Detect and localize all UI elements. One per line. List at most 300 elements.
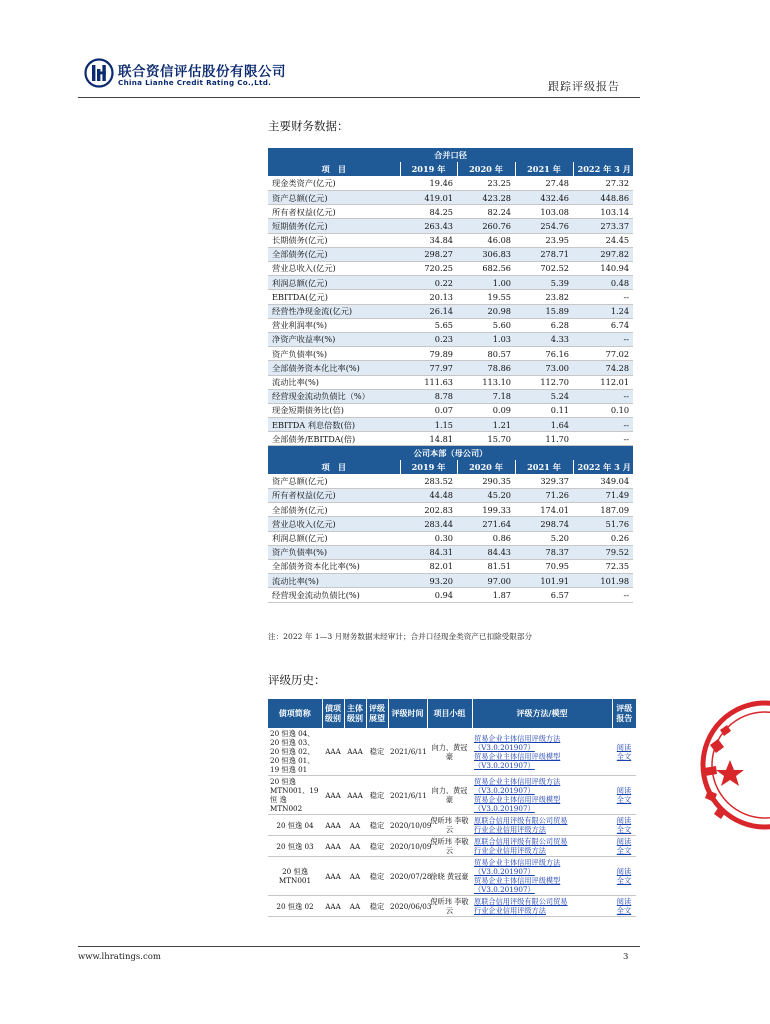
date-cell: 2020/07/28 — [388, 857, 427, 896]
row-value: 79.52 — [573, 545, 633, 559]
row-value: -- — [573, 332, 633, 346]
team-cell: 徐晓 黄冠豪 — [427, 857, 472, 896]
header-divider — [78, 97, 640, 98]
bond-rating-cell: AAA — [322, 815, 344, 836]
row-item-label: 营业总收入(亿元) — [268, 517, 400, 531]
read-full-report-link[interactable]: 阅读全文 — [616, 897, 632, 915]
column-header: 评级时间 — [388, 699, 427, 728]
row-item-label: 全部债务/EBITDA(倍) — [268, 432, 400, 446]
rating-method-link[interactable]: 贸易企业主体信用评级模型 — [474, 876, 561, 885]
row-value: 0.23 — [400, 332, 457, 346]
row-item-label: 资产负债率(%) — [268, 347, 400, 361]
row-value: 4.33 — [515, 332, 573, 346]
row-value: 23.25 — [457, 176, 515, 190]
team-cell: 倪昕玮 李敬云 — [427, 896, 472, 917]
row-value: 297.82 — [573, 247, 633, 261]
row-item-label: 利润总额(亿元) — [268, 531, 400, 545]
row-item-label: 流动比率(%) — [268, 574, 400, 588]
rating-method-link[interactable]: （V3.0.201907） — [474, 867, 535, 876]
row-value: 0.30 — [400, 531, 457, 545]
row-value: 1.03 — [457, 332, 515, 346]
table-row — [268, 489, 633, 503]
rating-method-link[interactable]: （V3.0.201907） — [474, 742, 535, 752]
table-row — [268, 531, 633, 545]
row-value: 84.31 — [400, 545, 457, 559]
row-item-label: 营业利润率(%) — [268, 318, 400, 332]
rating-method-link[interactable]: 贸易企业主体信用评级方法 — [474, 777, 561, 786]
row-value: 23.82 — [515, 290, 573, 304]
row-value: 11.70 — [515, 432, 573, 446]
row-value: -- — [573, 389, 633, 403]
table-group-label: 公司本部（母公司） — [268, 446, 633, 460]
row-value: 298.74 — [515, 517, 573, 531]
row-value: 5.60 — [457, 318, 515, 332]
bond-name-line: 20 恒逸 — [270, 777, 296, 786]
table-row — [268, 304, 633, 318]
row-value: 0.09 — [457, 403, 515, 417]
row-item-label: 资产负债率(%) — [268, 545, 400, 559]
row-value: 306.83 — [457, 247, 515, 261]
bond-rating-cell: AAA — [322, 836, 344, 857]
issuer-rating-cell: AA — [344, 896, 366, 917]
row-item-label: 全部债务(亿元) — [268, 503, 400, 517]
report-cell — [612, 857, 636, 896]
row-value: 199.33 — [457, 503, 515, 517]
row-value: 702.52 — [515, 262, 573, 276]
column-header: 主体级别 — [344, 699, 366, 728]
issuer-rating-cell: AA — [344, 857, 366, 896]
table-row — [268, 517, 633, 531]
footer-divider — [78, 946, 640, 947]
column-header: 项目小组 — [427, 699, 472, 728]
row-item-label: 长期债务(亿元) — [268, 233, 400, 247]
row-item-label: 经营现金流动负债比(%) — [268, 588, 400, 602]
history-header-row — [268, 699, 636, 728]
table-row — [268, 588, 633, 602]
row-value: 0.48 — [573, 276, 633, 290]
row-value: 0.86 — [457, 531, 515, 545]
column-header: 2019 年 — [400, 460, 457, 474]
row-value: 103.08 — [515, 205, 573, 219]
row-value: 0.10 — [573, 403, 633, 417]
financial-note: 注：2022 年 1—3 月财务数据未经审计；合并口径现金类资产已扣除受限部分 — [268, 632, 533, 641]
row-item-label: 现金类资产(亿元) — [268, 176, 400, 190]
row-value: 76.16 — [515, 347, 573, 361]
rating-method-link[interactable]: 贸易企业主体信用评级方法 — [474, 733, 561, 743]
row-value: 423.28 — [457, 191, 515, 205]
row-item-label: 短期债务(亿元) — [268, 219, 400, 233]
row-value: 14.81 — [400, 432, 457, 446]
row-value: -- — [573, 588, 633, 602]
page-header — [84, 56, 640, 96]
issuer-rating-cell: AA — [344, 815, 366, 836]
team-cell: 向力、黄冠豪 — [427, 776, 472, 815]
rating-method-cell — [472, 728, 612, 776]
row-value: 5.65 — [400, 318, 457, 332]
row-value: 202.83 — [400, 503, 457, 517]
table-row — [268, 559, 633, 573]
row-value: 70.95 — [515, 559, 573, 573]
table-row — [268, 276, 633, 290]
table-row — [268, 191, 633, 205]
date-cell: 2020/10/09 — [388, 815, 427, 836]
column-header: 债项级别 — [322, 699, 344, 728]
outlook-cell: 稳定 — [366, 815, 388, 836]
rating-method-link[interactable]: 原联合信用评级有限公司贸易 — [474, 837, 568, 846]
table-group-row — [268, 446, 633, 460]
column-header: 2021 年 — [515, 162, 573, 176]
row-value: 78.37 — [515, 545, 573, 559]
date-cell: 2020/06/03 — [388, 896, 427, 917]
row-value: 46.08 — [457, 233, 515, 247]
table-row — [268, 728, 636, 776]
bond-name-cell — [268, 728, 322, 776]
table-row — [268, 233, 633, 247]
row-value: 84.25 — [400, 205, 457, 219]
bond-name-line: MTN001、19 — [270, 786, 319, 795]
row-value: 0.07 — [400, 403, 457, 417]
page-number: 3 — [623, 952, 629, 962]
row-value: 27.48 — [515, 176, 573, 190]
table-row — [268, 403, 633, 417]
report-cell — [612, 776, 636, 815]
row-value: 20.98 — [457, 304, 515, 318]
row-item-label: EBITDA(亿元) — [268, 290, 400, 304]
row-value: 112.01 — [573, 375, 633, 389]
read-full-report-link[interactable]: 阅读全文 — [616, 816, 632, 834]
row-value: 419.01 — [400, 191, 457, 205]
row-item-label: 经营现金流动负债比（%） — [268, 389, 400, 403]
row-item-label: 全部债务(亿元) — [268, 247, 400, 261]
row-item-label: 资产总额(亿元) — [268, 474, 400, 488]
row-value: 432.46 — [515, 191, 573, 205]
report-cell — [612, 896, 636, 917]
column-header: 项 目 — [268, 162, 400, 176]
bond-name-line: 20 恒逸 04 — [276, 820, 314, 830]
table-row — [268, 318, 633, 332]
row-value: 1.21 — [457, 418, 515, 432]
rating-method-link[interactable]: 贸易企业主体信用评级方法 — [474, 858, 561, 867]
rating-method-cell — [472, 896, 612, 917]
rating-method-link[interactable]: （V3.0.201907） — [474, 760, 535, 770]
row-value: -- — [573, 290, 633, 304]
row-value: 26.14 — [400, 304, 457, 318]
column-header: 评级方法/模型 — [472, 699, 612, 728]
row-item-label: 营业总收入(亿元) — [268, 262, 400, 276]
row-value: 74.28 — [573, 361, 633, 375]
report-cell — [612, 815, 636, 836]
row-value: 174.01 — [515, 503, 573, 517]
column-header: 2019 年 — [400, 162, 457, 176]
issuer-rating-cell: AA — [344, 836, 366, 857]
table-row — [268, 574, 633, 588]
table-row — [268, 347, 633, 361]
rating-method-link[interactable]: （V3.0.201907） — [474, 885, 535, 894]
row-value: 23.95 — [515, 233, 573, 247]
bond-name-cell — [268, 815, 322, 836]
row-value: 7.18 — [457, 389, 515, 403]
column-header: 2021 年 — [515, 460, 573, 474]
row-value: 77.97 — [400, 361, 457, 375]
column-header: 2020 年 — [457, 162, 515, 176]
row-value: 1.00 — [457, 276, 515, 290]
bond-rating-cell: AAA — [322, 857, 344, 896]
row-value: 71.26 — [515, 489, 573, 503]
row-value: -- — [573, 418, 633, 432]
row-value: 6.28 — [515, 318, 573, 332]
table-row — [268, 896, 636, 917]
rating-method-link[interactable]: （V3.0.201907） — [474, 804, 535, 813]
issuer-rating-cell: AAA — [344, 728, 366, 776]
row-value: 1.64 — [515, 418, 573, 432]
row-value: 15.89 — [515, 304, 573, 318]
row-value: 720.25 — [400, 262, 457, 276]
table-group-row — [268, 148, 633, 162]
row-value: 101.98 — [573, 574, 633, 588]
rating-method-cell — [472, 776, 612, 815]
date-cell: 2020/10/09 — [388, 836, 427, 857]
row-value: 1.24 — [573, 304, 633, 318]
read-full-report-link[interactable]: 阅读全文 — [616, 786, 632, 804]
report-cell — [612, 836, 636, 857]
row-item-label: 所有者权益(亿元) — [268, 489, 400, 503]
row-value: 19.46 — [400, 176, 457, 190]
row-value: 45.20 — [457, 489, 515, 503]
row-value: 71.49 — [573, 489, 633, 503]
table-row — [268, 776, 636, 815]
bond-name-line: 20 恒逸 03、 — [270, 738, 315, 747]
row-value: 20.13 — [400, 290, 457, 304]
table-row — [268, 262, 633, 276]
row-value: 283.44 — [400, 517, 457, 531]
column-header: 债项简称 — [268, 699, 322, 728]
row-value: 273.37 — [573, 219, 633, 233]
bond-name-line: 20 恒逸 02、 — [270, 747, 315, 756]
column-header: 2022 年 3 月 — [573, 460, 633, 474]
row-value: 6.74 — [573, 318, 633, 332]
table-row — [268, 418, 633, 432]
row-item-label: 资产总额(亿元) — [268, 191, 400, 205]
rating-method-link[interactable]: 贸易企业主体信用评级模型 — [474, 795, 561, 804]
row-value: 1.87 — [457, 588, 515, 602]
row-value: 260.76 — [457, 219, 515, 233]
row-value: 111.63 — [400, 375, 457, 389]
table-row — [268, 474, 633, 488]
company-name-en: China Lianhe Credit Rating Co.,Ltd. — [118, 78, 272, 87]
table-row — [268, 815, 636, 836]
bond-rating-cell: AAA — [322, 896, 344, 917]
rating-history-table — [268, 699, 636, 917]
rating-method-link[interactable]: 行业企业信用评级方法 — [474, 825, 546, 834]
rating-method-link[interactable]: 原联合信用评级有限公司贸易 — [474, 816, 568, 825]
row-value: 682.56 — [457, 262, 515, 276]
row-value: 44.48 — [400, 489, 457, 503]
table-header-row — [268, 162, 633, 176]
rating-method-link[interactable]: 行业企业信用评级方法 — [474, 846, 546, 855]
team-cell: 倪昕玮 李敬云 — [427, 815, 472, 836]
row-item-label: 经营性净现金流(亿元) — [268, 304, 400, 318]
team-cell: 倪昕玮 李敬云 — [427, 836, 472, 857]
row-value: 15.70 — [457, 432, 515, 446]
history-section-title: 评级历史： — [268, 673, 326, 687]
row-value: 113.10 — [457, 375, 515, 389]
bond-name-line: 20 恒逸 04、 — [270, 729, 315, 738]
row-item-label: 全部债务资本化比率(%) — [268, 361, 400, 375]
footer-website: www.lhratings.com — [78, 952, 161, 962]
bond-name-line: 20 恒逸 03 — [276, 841, 314, 851]
row-value: 290.35 — [457, 474, 515, 488]
row-item-label: 全部债务资本化比率(%) — [268, 559, 400, 573]
row-value: 5.24 — [515, 389, 573, 403]
row-value: 112.70 — [515, 375, 573, 389]
table-row — [268, 432, 633, 446]
row-value: 82.01 — [400, 559, 457, 573]
row-value: 24.45 — [573, 233, 633, 247]
row-value: 72.35 — [573, 559, 633, 573]
row-value: 254.76 — [515, 219, 573, 233]
row-value: 187.09 — [573, 503, 633, 517]
row-item-label: 利润总额(亿元) — [268, 276, 400, 290]
rating-method-cell — [472, 857, 612, 896]
row-value: 51.76 — [573, 517, 633, 531]
row-value: 103.14 — [573, 205, 633, 219]
row-value: 0.11 — [515, 403, 573, 417]
bond-name-line: 恒 逸 — [270, 795, 287, 804]
bond-name-line: 20 恒逸 01、 — [270, 756, 315, 765]
row-value: 0.94 — [400, 588, 457, 602]
outlook-cell: 稳定 — [366, 857, 388, 896]
bond-name-cell — [268, 857, 322, 896]
row-value: 77.02 — [573, 347, 633, 361]
table-row — [268, 247, 633, 261]
lianhe-logo-icon — [84, 58, 114, 88]
rating-method-link[interactable]: 原联合信用评级有限公司贸易 — [474, 897, 568, 906]
financial-table — [268, 148, 633, 603]
bond-rating-cell: AAA — [322, 776, 344, 815]
financial-section-title: 主要财务数据： — [268, 119, 349, 133]
bond-rating-cell: AAA — [322, 728, 344, 776]
rating-method-cell — [472, 836, 612, 857]
issuer-rating-cell: AAA — [344, 776, 366, 815]
row-value: 6.57 — [515, 588, 573, 602]
bond-name-cell — [268, 776, 322, 815]
row-value: -- — [573, 432, 633, 446]
table-row — [268, 176, 633, 190]
table-row — [268, 545, 633, 559]
outlook-cell: 稳定 — [366, 836, 388, 857]
row-value: 84.43 — [457, 545, 515, 559]
table-header-row — [268, 460, 633, 474]
row-value: 78.86 — [457, 361, 515, 375]
row-value: 73.00 — [515, 361, 573, 375]
table-row — [268, 290, 633, 304]
row-value: 283.52 — [400, 474, 457, 488]
row-value: 0.22 — [400, 276, 457, 290]
row-item-label: 现金短期债务比(倍) — [268, 403, 400, 417]
row-value: 349.04 — [573, 474, 633, 488]
row-value: 97.00 — [457, 574, 515, 588]
date-cell: 2021/6/11 — [388, 776, 427, 815]
row-item-label: 所有者权益(亿元) — [268, 205, 400, 219]
bond-name-line: 20 恒逸 02 — [276, 901, 314, 911]
row-value: 101.91 — [515, 574, 573, 588]
company-seal-icon — [690, 690, 770, 840]
row-value: 448.86 — [573, 191, 633, 205]
report-type: 跟踪评级报告 — [548, 80, 620, 93]
outlook-cell: 稳定 — [366, 776, 388, 815]
row-value: 34.84 — [400, 233, 457, 247]
table-row — [268, 375, 633, 389]
rating-method-link[interactable]: 行业企业信用评级方法 — [474, 906, 546, 915]
row-item-label: 净资产收益率(%) — [268, 332, 400, 346]
table-row — [268, 836, 636, 857]
bond-name-cell — [268, 836, 322, 857]
column-header: 2020 年 — [457, 460, 515, 474]
row-item-label: EBITDA 利息倍数(倍) — [268, 418, 400, 432]
row-value: 0.26 — [573, 531, 633, 545]
table-row — [268, 219, 633, 233]
column-header: 项 目 — [268, 460, 400, 474]
row-value: 5.20 — [515, 531, 573, 545]
row-item-label: 流动比率(%) — [268, 375, 400, 389]
row-value: 278.71 — [515, 247, 573, 261]
bond-name-line: 19 恒逸 01 — [270, 765, 308, 774]
row-value: 140.94 — [573, 262, 633, 276]
row-value: 271.64 — [457, 517, 515, 531]
row-value: 8.78 — [400, 389, 457, 403]
bond-name-line: MTN001 — [278, 876, 312, 885]
read-full-report-link[interactable]: 阅读全文 — [616, 867, 632, 885]
table-row — [268, 205, 633, 219]
row-value: 80.57 — [457, 347, 515, 361]
row-value: 27.32 — [573, 176, 633, 190]
row-value: 5.39 — [515, 276, 573, 290]
rating-method-link[interactable]: （V3.0.201907） — [474, 786, 535, 795]
row-value: 81.51 — [457, 559, 515, 573]
company-name-cn: 联合资信评估股份有限公司 — [118, 64, 286, 80]
table-row — [268, 361, 633, 375]
column-header: 评级报告 — [612, 699, 636, 728]
table-row — [268, 389, 633, 403]
bond-name-cell — [268, 896, 322, 917]
row-value: 329.37 — [515, 474, 573, 488]
row-value: 1.15 — [400, 418, 457, 432]
row-value: 93.20 — [400, 574, 457, 588]
column-header: 2022 年 3 月 — [573, 162, 633, 176]
table-row — [268, 332, 633, 346]
date-cell: 2021/6/11 — [388, 728, 427, 776]
team-cell: 向力、黄冠豪 — [427, 728, 472, 776]
outlook-cell: 稳定 — [366, 728, 388, 776]
row-value: 263.43 — [400, 219, 457, 233]
row-value: 298.27 — [400, 247, 457, 261]
row-value: 82.24 — [457, 205, 515, 219]
rating-method-cell — [472, 815, 612, 836]
row-value: 79.89 — [400, 347, 457, 361]
row-value: 19.55 — [457, 290, 515, 304]
outlook-cell: 稳定 — [366, 896, 388, 917]
bond-name-line: MTN002 — [270, 804, 303, 813]
report-cell — [612, 728, 636, 776]
column-header: 评级展望 — [366, 699, 388, 728]
bond-name-line: 20 恒逸 — [282, 867, 308, 876]
read-full-report-link[interactable]: 阅读全文 — [616, 837, 632, 855]
table-row — [268, 503, 633, 517]
table-row — [268, 857, 636, 896]
rating-method-link[interactable]: 贸易企业主体信用评级模型 — [474, 751, 561, 761]
read-full-report-link[interactable]: 阅读全文 — [616, 742, 632, 761]
table-group-label: 合并口径 — [268, 148, 633, 162]
